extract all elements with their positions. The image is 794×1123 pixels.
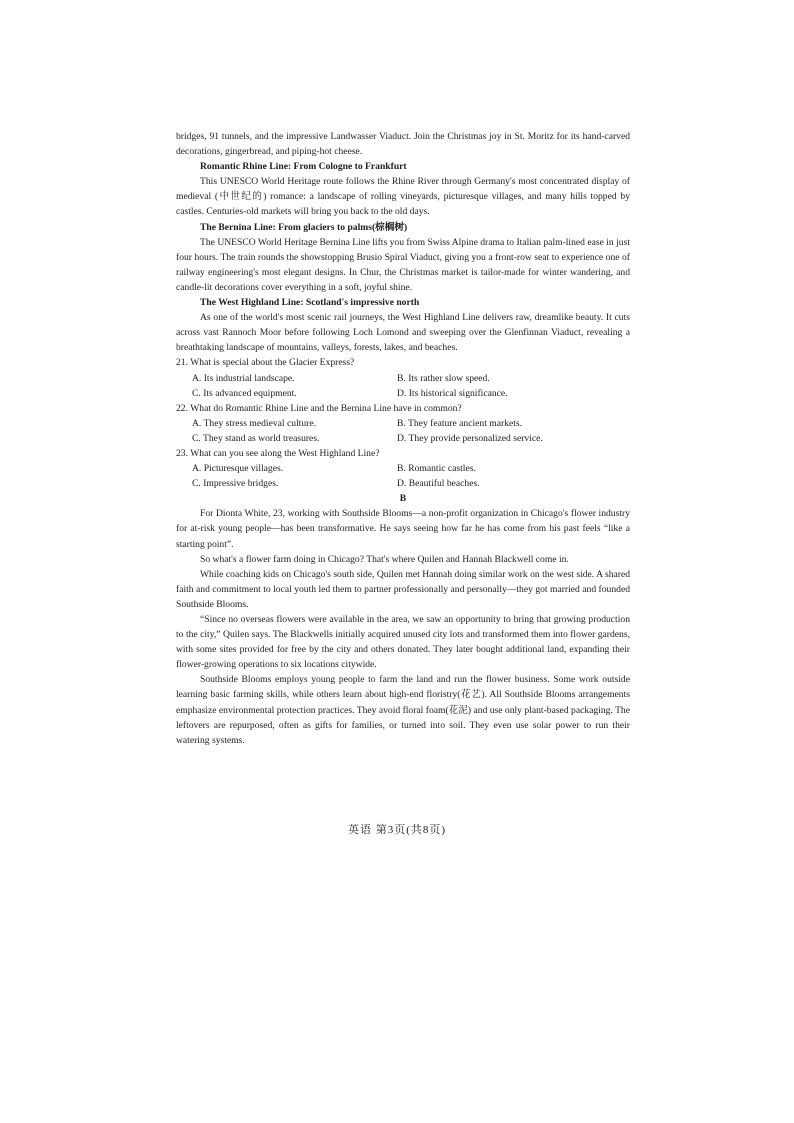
bernina-line-paragraph: The UNESCO World Heritage Bernina Line lifts you from Swiss Alpine drama to Italian palm-lined ease in just four hours. The train rounds the showstopping Brusio Spiral Viaduct, giving you a front-row seat to experience one of railway engineering's most elegant designs. In Chur, the Christmas market is tailor-made for winter wandering, and candle-lit decorations cover everything in a soft, joyful shine.: [176, 236, 630, 293]
option-d: D. Beautiful beaches.: [397, 478, 480, 490]
passage-a-continued: [176, 129, 630, 748]
options-list: [176, 371, 630, 401]
passage-b-paragraph-5: Southside Blooms employs young people to farm the land and run the flower business. Some work outside learning basic farming skills, while others learn about high-end floristry(花艺). All Southside Blooms arrangements emphasize environmental protection practices. They avoid floral foam(花泥) and use only plant-based packaging. The leftovers are repurposed, often as gifts for families, or turned into soil. They even use solar power to run their watering systems.: [176, 674, 630, 746]
option-c: C. Its advanced equipment.: [192, 387, 297, 399]
rhine-line-heading: Romantic Rhine Line: From Cologne to Frankfurt: [200, 161, 407, 173]
option-b: B. Romantic castles.: [397, 463, 476, 475]
options-list: [176, 416, 630, 446]
question-stem: 21. What is special about the Glacier Express?: [176, 357, 355, 369]
question-stem: 22. What do Romantic Rhine Line and the Bernina Line have in common?: [176, 402, 462, 414]
rhine-line-paragraph: This UNESCO World Heritage route follows the Rhine River through Germany's most concentrated display of medieval (中世纪的) romance: a landscape of rolling vineyards, picturesque villages, and many hills topped by castles. Centuries-old markets will bring you back to the old days.: [176, 176, 630, 218]
passage-b-paragraph-2: So what's a flower farm doing in Chicago? That's where Quilen and Hannah Blackwell come in.: [200, 553, 569, 565]
option-c: C. They stand as world treasures.: [192, 432, 320, 444]
glacier-express-paragraph-end: bridges, 91 tunnels, and the impressive Landwasser Viaduct. Join the Christmas joy in St. Moritz for its hand-carved decorations, gingerbread, and piping-hot cheese.: [176, 131, 630, 158]
question-23: [176, 446, 630, 491]
question-22: [176, 401, 630, 446]
west-highland-line-paragraph: As one of the world's most scenic rail journeys, the West Highland Line delivers raw, dreamlike beauty. It cuts across vast Rannoch Moor before following Loch Lomond and sweeping over the Glenfinnan Viaduct, revealing a breathtaking landscape of mountains, valleys, forests, lakes, and beaches.: [176, 312, 630, 354]
option-b: B. They feature ancient markets.: [397, 417, 523, 429]
passage-b-paragraph-4: “Since no overseas flowers were available in the area, we saw an opportunity to bring that growing production to the city,” Quilen says. The Blackwells initially acquired unused city lots and transformed them into flower gardens, with some sites provided for free by the city and others donated. They later bought additional land, expanding their flower-growing operations to six locations citywide.: [176, 614, 630, 671]
option-d: D. Its historical significance.: [397, 387, 508, 399]
options-list: [176, 461, 630, 491]
option-a: A. Its industrial landscape.: [192, 372, 295, 384]
passage-b-paragraph-1: For Dionta White, 23, working with Southside Blooms—a non-profit organization in Chicago's flower industry for at-risk young people—has been transformative. He says seeing how far he has come from his past feels “like a starting point”.: [176, 508, 630, 550]
passage-b-paragraph-3: While coaching kids on Chicago's south side, Quilen met Hannah doing similar work on the west side. A shared faith and commitment to local youth led them to partner professionally and personally—they got married and founded Southside Blooms.: [176, 568, 630, 610]
option-a: A. Picturesque villages.: [192, 463, 284, 475]
option-d: D. They provide personalized service.: [397, 432, 543, 444]
page-footer: 英语 第3页(共8页): [347, 824, 447, 836]
option-c: C. Impressive bridges.: [192, 478, 279, 490]
west-highland-line-heading: The West Highland Line: Scotland's impressive north: [200, 297, 420, 309]
bernina-line-heading: The Bernina Line: From glaciers to palms(棕榈树): [200, 221, 408, 233]
question-stem: 23. What can you see along the West Highland Line?: [176, 447, 380, 459]
option-b: B. Its rather slow speed.: [397, 372, 490, 384]
option-a: A. They stress medieval culture.: [192, 417, 316, 429]
question-21: [176, 355, 630, 400]
section-b-label: B: [399, 493, 407, 505]
